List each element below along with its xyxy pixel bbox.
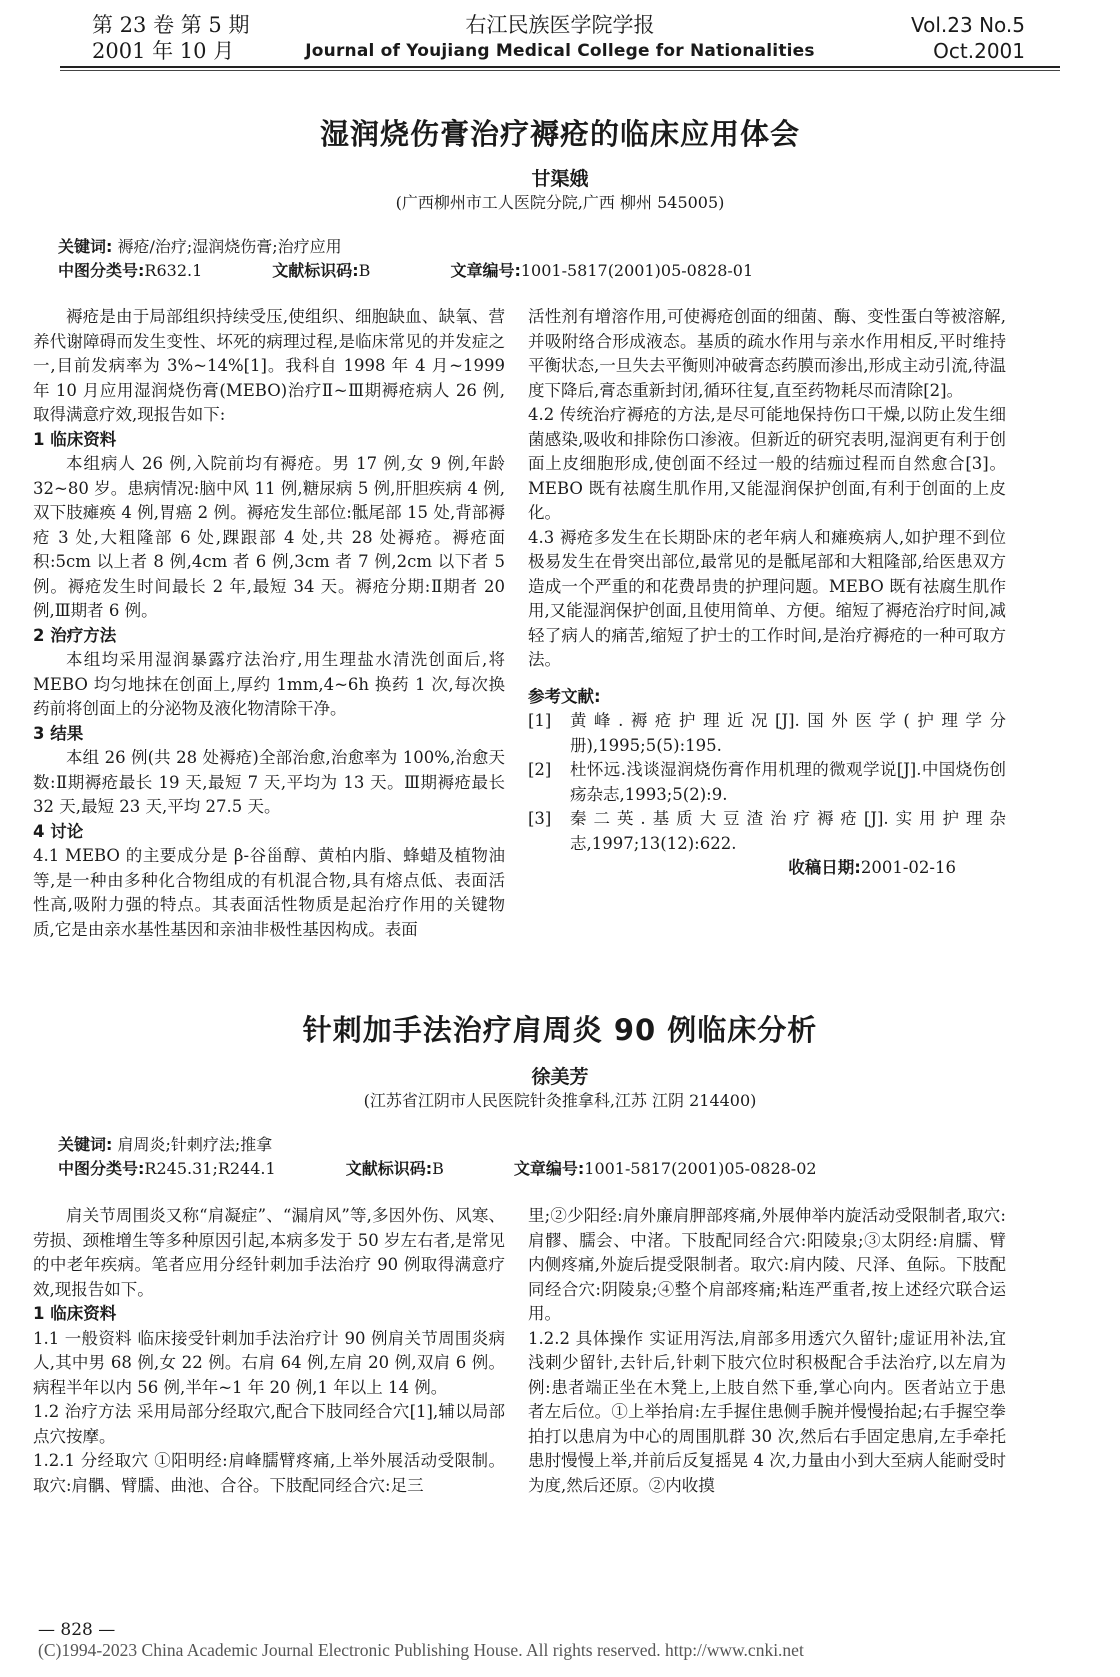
doc-code-label: 文献标识码: bbox=[272, 261, 359, 280]
reference-text: 黄峰.褥疮护理近况[J].国外医学(护理学分册),1995;5(5):195. bbox=[570, 711, 1006, 755]
paragraph: 4.2 传统治疗褥疮的方法,是尽可能地保持伤口干燥,以防止发生细菌感染,吸收和排除伤口渗液。但新近的研究表明,湿润更有利于创面上皮细胞形成,使创面不经过一般的结痂过程而自然愈合[3]。MEBO 既有祛腐生肌作用,又能湿润保护创面,有利于创面的上皮化。 bbox=[528, 405, 1006, 522]
article2-keywords bbox=[58, 1134, 272, 1156]
keywords-label: 关键词: bbox=[58, 1135, 113, 1154]
header-volume-issue bbox=[92, 12, 249, 64]
clc-value: R632.1 bbox=[144, 261, 203, 280]
reference-item bbox=[528, 758, 1006, 807]
section-heading: 1 临床资料 bbox=[33, 429, 117, 449]
reference-item bbox=[528, 709, 1006, 758]
article-number-label: 文章编号: bbox=[513, 1159, 585, 1178]
clc-label: 中图分类号: bbox=[58, 1159, 145, 1178]
doc-code-value: B bbox=[358, 261, 371, 280]
paragraph: 1.2.2 具体操作 实证用泻法,肩部多用透穴久留针;虚证用补法,宜浅刺少留针,去针后,针刺下肢穴位时积极配合手法治疗,以左肩为例:患者端正坐在木凳上,上肢自然下垂,掌心向内。医者站立于患者左后位。①上举抬肩:左手握住患侧手腕并慢慢抬起;右手握空拳拍打以患肩为中心的周围肌群 30 次,然后右手固定患肩,左手牵托患肘慢慢上举,并前后反复摇晃 4 次,力量由小到大至病人能耐受时为度,然后还原。②内收摸 bbox=[528, 1328, 1006, 1495]
article2-left-column bbox=[33, 1204, 505, 1498]
reference-item bbox=[528, 807, 1006, 856]
article2-author: 徐美芳 bbox=[531, 1066, 589, 1088]
article1-left-column bbox=[33, 305, 505, 942]
section-heading: 3 结果 bbox=[33, 723, 84, 743]
reference-text: 杜怀远.浅谈湿润烧伤膏作用机理的微观学说[J].中国烧伤创疡杂志,1993;5(2):9. bbox=[570, 760, 1006, 804]
paragraph: 1.2 治疗方法 采用局部分经取穴,配合下肢同经合穴[1],辅以局部点穴按摩。 bbox=[33, 1402, 505, 1446]
keywords-value: 褥疮/治疗;湿润烧伤膏;治疗应用 bbox=[117, 237, 342, 256]
keywords-value: 肩周炎;针刺疗法;推拿 bbox=[117, 1135, 273, 1154]
article1-title: 湿润烧伤膏治疗褥疮的临床应用体会 bbox=[319, 117, 800, 151]
article2-affiliation: (江苏省江阴市人民医院针灸推拿科,江苏 江阴 214400) bbox=[363, 1091, 757, 1110]
article1-author: 甘渠娥 bbox=[531, 168, 589, 190]
paragraph: 本组病人 26 例,入院前均有褥疮。男 17 例,女 9 例,年龄 32~80 岁。患病情况:脑中风 11 例,糖尿病 5 例,肝胆疾病 4 例,双下肢瘫痪 4 例,胃癌 2 例。褥疮发生部位:骶尾部 15 处,背部褥疮 3 处,大粗隆部 6 处,踝跟部 4 处,共 28 处褥疮。褥疮面积:5cm 以上者 8 例,4cm 者 6 例,3cm 者 7 例,2cm 以下者 5 例。褥疮发生时间最长 2 年,最短 34 天。褥疮分期:Ⅱ期者 20 例,Ⅲ期者 6 例。 bbox=[33, 454, 505, 620]
section-heading: 2 治疗方法 bbox=[33, 625, 117, 645]
clc-value: R245.31;R244.1 bbox=[144, 1159, 276, 1178]
paragraph: 褥疮是由于局部组织持续受压,使组织、细胞缺血、缺氧、营养代谢障碍而发生变性、坏死的病理过程,是临床常见的并发症之一,目前发病率为 3%~14%[1]。我科自 1998 年 4 月~1999 年 10 月应用湿润烧伤膏(MEBO)治疗Ⅱ~Ⅲ期褥疮病人 26 例,取得满意疗效,现报告如下: bbox=[33, 307, 505, 424]
clc-label: 中图分类号: bbox=[58, 261, 145, 280]
paragraph: 4.3 褥疮多发生在长期卧床的老年病人和瘫痪病人,如护理不到位极易发生在骨突出部位,最常见的是骶尾部和大粗隆部,给医患双方造成一个严重的和花费昂贵的护理问题。MEBO 既有祛腐生肌作用,又能湿润保护创面,且使用简单、方便。缩短了褥疮治疗时间,减轻了病人的痛苦,缩短了护士的工作时间,是治疗褥疮的一种可取方法。 bbox=[528, 527, 1006, 669]
header-date: 2001 年 10 月 bbox=[92, 39, 235, 63]
section-heading: 4 讨论 bbox=[33, 821, 84, 841]
reference-text: 秦二英.基质大豆渣治疗褥疮[J].实用护理杂志,1997;13(12):622. bbox=[570, 809, 1006, 853]
received-label: 收稿日期: bbox=[788, 858, 861, 877]
paragraph: 肩关节周围炎又称“肩凝症”、“漏肩风”等,多因外伤、风寒、劳损、颈椎增生等多种原因引起,本病多发于 50 岁左右者,是常见的中老年疾病。笔者应用分经针刺加手法治疗 90 例取得满意疗效,现报告如下。 bbox=[33, 1206, 505, 1299]
section-heading: 1 临床资料 bbox=[33, 1304, 117, 1323]
paragraph: 本组 26 例(共 28 处褥疮)全部治愈,治愈率为 100%,治愈天数:Ⅱ期褥疮最长 19 天,最短 7 天,平均为 13 天。Ⅲ期褥疮最长 32 天,最短 23 天,平均 27.5 天。 bbox=[33, 748, 505, 816]
received-date bbox=[528, 856, 1006, 881]
reference-number: [1] bbox=[528, 711, 552, 730]
keywords-label: 关键词: bbox=[58, 237, 113, 256]
copyright-notice: (C)1994-2023 China Academic Journal Electronic Publishing House. All rights reserved. http://www.cnki.net bbox=[38, 1640, 804, 1660]
header-rule bbox=[60, 66, 1060, 68]
received-value: 2001-02-16 bbox=[860, 858, 956, 877]
paragraph: 4.1 MEBO 的主要成分是 β-谷甾醇、黄柏内脂、蜂蜡及植物油等,是一种由多种化合物组成的有机混合物,具有熔点低、表面活性高,吸附力强的特点。其表面活性物质是起治疗作用的关键物质,它是由亲水基性基因和亲油非极性基因构成。表面 bbox=[33, 846, 505, 939]
paragraph: 活性剂有增溶作用,可使褥疮创面的细菌、酶、变性蛋白等被溶解,并吸附络合形成液态。基质的疏水作用与亲水作用相反,平时维持平衡状态,一旦失去平衡则冲破膏态药膜而渗出,形成主动引流,待温度下降后,膏态重新封闭,循环往复,直至药物耗尽而清除[2]。 bbox=[528, 307, 1006, 400]
journal-name-en: Journal of Youjiang Medical College for Nationalities bbox=[305, 41, 815, 61]
references-heading: 参考文献: bbox=[528, 686, 601, 706]
journal-name-cn: 右江民族医学院学报 bbox=[465, 13, 655, 37]
paragraph: 本组均采用湿润暴露疗法治疗,用生理盐水清洗创面后,将 MEBO 均匀地抹在创面上,厚约 1mm,4~6h 换药 1 次,每次换药前将创面上的分泌物及液化物清除干净。 bbox=[33, 650, 505, 718]
article1-keywords bbox=[58, 236, 342, 258]
doc-code-label: 文献标识码: bbox=[345, 1159, 433, 1178]
article2-title: 针刺加手法治疗肩周炎 90 例临床分析 bbox=[302, 1013, 818, 1047]
article2-classification bbox=[58, 1158, 817, 1180]
article1-affiliation: (广西柳州市工人医院分院,广西 柳州 545005) bbox=[395, 193, 725, 212]
page-number: — 828 — bbox=[38, 1620, 116, 1640]
reference-number: [3] bbox=[528, 809, 552, 828]
article2-right-column bbox=[528, 1204, 1006, 1498]
header-vol-no bbox=[911, 12, 1025, 64]
doc-code-value: B bbox=[432, 1159, 444, 1178]
reference-number: [2] bbox=[528, 760, 552, 779]
paragraph: 1.1 一般资料 临床接受针刺加手法治疗计 90 例肩关节周围炎病人,其中男 68 例,女 22 例。右肩 64 例,左肩 20 例,双肩 6 例。病程半年以内 56 例,半年~1 年 20 例,1 年以上 14 例。 bbox=[33, 1328, 505, 1397]
article-number-value: 1001-5817(2001)05-0828-01 bbox=[520, 261, 754, 280]
header-rule-thin bbox=[60, 70, 1060, 71]
article-number-value: 1001-5817(2001)05-0828-02 bbox=[584, 1159, 817, 1178]
header-vol-en: Vol.23 No.5 bbox=[910, 13, 1025, 37]
paragraph: 1.2.1 分经取穴 ①阳明经:肩峰臑臂疼痛,上举外展活动受限制。取穴:肩髃、臂臑、曲池、合谷。下肢配同经合穴:足三 bbox=[33, 1451, 505, 1495]
header-journal bbox=[300, 12, 820, 64]
article1-classification bbox=[58, 260, 753, 282]
paragraph: 里;②少阳经:肩外廉肩胛部疼痛,外展伸举内旋活动受限制者,取穴:肩髎、臑会、中渚。下肢配同经合穴:阳陵泉;③太阴经:肩臑、臂内侧疼痛,外旋后提受限制者。取穴:肩内陵、尺泽、鱼际。下肢配同经合穴:阴陵泉;④整个肩部疼痛;粘连严重者,按上述经穴联合运用。 bbox=[528, 1206, 1006, 1323]
header-date-en: Oct.2001 bbox=[933, 39, 1025, 63]
article1-right-column bbox=[528, 305, 1006, 881]
article-number-label: 文章编号: bbox=[450, 261, 521, 280]
header-volume: 第 23 卷 第 5 期 bbox=[92, 13, 250, 37]
